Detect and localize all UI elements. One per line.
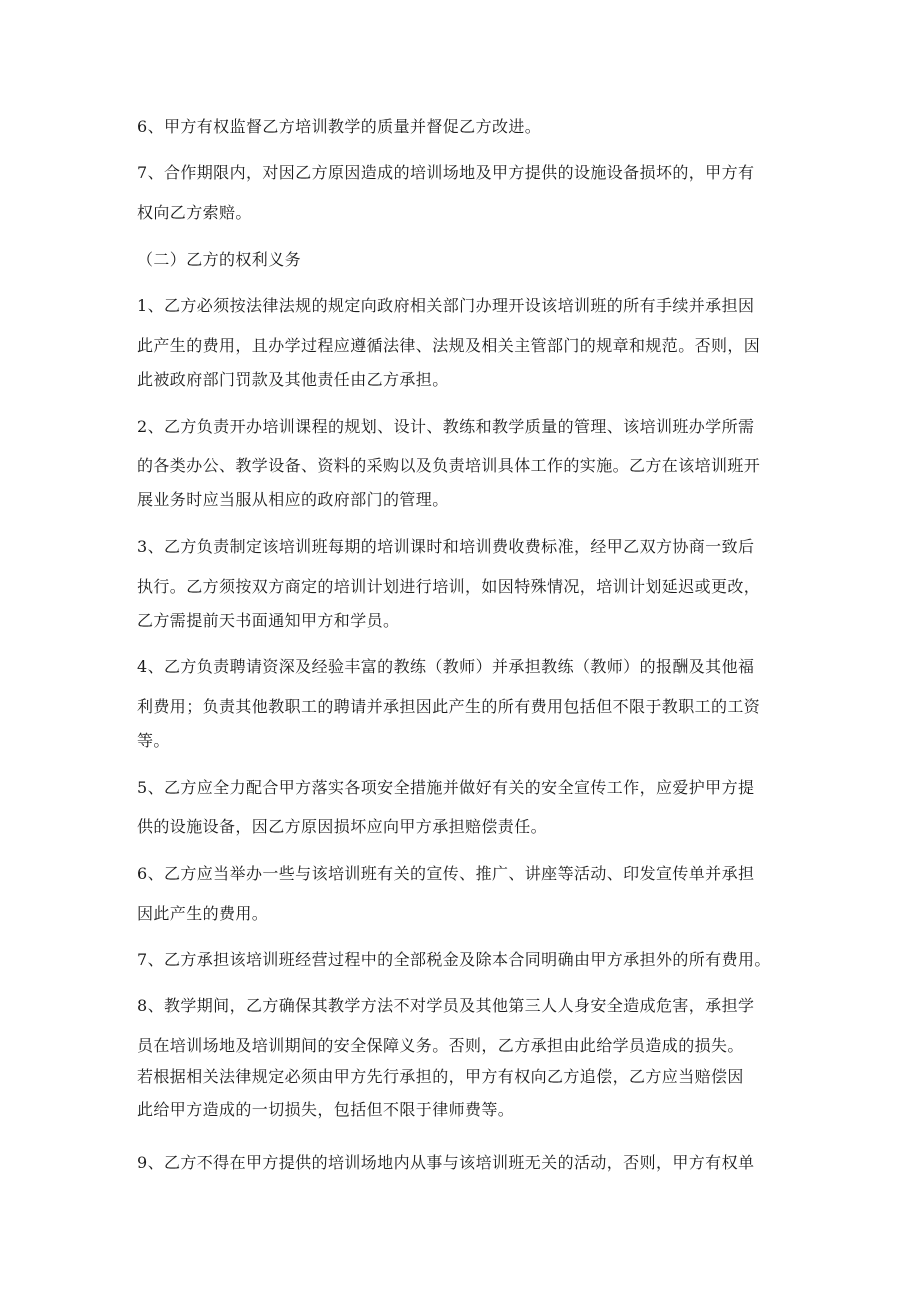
text-line: 4、乙方负责聘请资深及经验丰富的教练（教师）并承担教练（教师）的报酬及其他福 [137,657,755,676]
text-line: 乙方需提前天书面通知甲方和学员。 [137,611,400,630]
text-line: 利费用；负责其他教职工的聘请并承担因此产生的所有费用包括但不限于教职工的工资 [137,697,761,716]
text-line: 供的设施设备，因乙方原因损坏应向甲方承担赔偿责任。 [137,817,548,836]
text-line: 6、乙方应当举办一些与该培训班有关的宣传、推广、讲座等活动、印发宣传单并承担 [137,864,755,883]
section-heading: （二）乙方的权利义务 [137,250,302,269]
text-line: 1、乙方必须按法律法规的规定向政府相关部门办理开设该培训班的所有手续并承担因 [137,296,755,315]
text-line: 展业务时应当服从相应的政府部门的管理。 [137,490,449,509]
text-line: 此被政府部门罚款及其他责任由乙方承担。 [137,370,449,389]
text-line: 6、甲方有权监督乙方培训教学的质量并督促乙方改进。 [137,117,542,136]
text-line: 7、乙方承担该培训班经营过程中的全部税金及除本合同明确由甲方承担外的所有费用。 [137,950,771,969]
text-line: 因此产生的费用。 [137,904,269,923]
text-line: 此给甲方造成的一切损失，包括但不限于律师费等。 [137,1100,515,1119]
text-line: 等。 [137,731,170,750]
text-line: 5、乙方应全力配合甲方落实各项安全措施并做好有关的安全宣传工作，应爱护甲方提 [137,778,755,797]
text-line: 执行。乙方须按双方商定的培训计划进行培训，如因特殊情况，培训计划延迟或更改， [137,577,761,596]
text-line: 员在培训场地及培训期间的安全保障义务。否则，乙方承担由此给学员造成的损失。 [137,1036,744,1055]
text-line: 此产生的费用，且办学过程应遵循法律、法规及相关主管部门的规章和规范。否则，因 [137,336,761,355]
text-line: 若根据相关法律规定必须由甲方先行承担的，甲方有权向乙方追偿，乙方应当赔偿因 [137,1067,744,1086]
text-line: 8、教学期间，乙方确保其教学方法不对学员及其他第三人人身安全造成危害，承担学 [137,996,755,1015]
text-line: 的各类办公、教学设备、资料的采购以及负责培训具体工作的实施。乙方在该培训班开 [137,456,761,475]
text-line: 7、合作期限内，对因乙方原因造成的培训场地及甲方提供的设施设备损坏的，甲方有 [137,163,755,182]
text-line: 权向乙方索赔。 [137,203,252,222]
text-line: 2、乙方负责开办培训课程的规划、设计、教练和教学质量的管理、该培训班办学所需 [137,417,755,436]
text-line: 3、乙方负责制定该培训班每期的培训课时和培训费收费标准，经甲乙双方协商一致后 [137,537,755,556]
text-line: 9、乙方不得在甲方提供的培训场地内从事与该培训班无关的活动，否则，甲方有权单 [137,1153,755,1172]
